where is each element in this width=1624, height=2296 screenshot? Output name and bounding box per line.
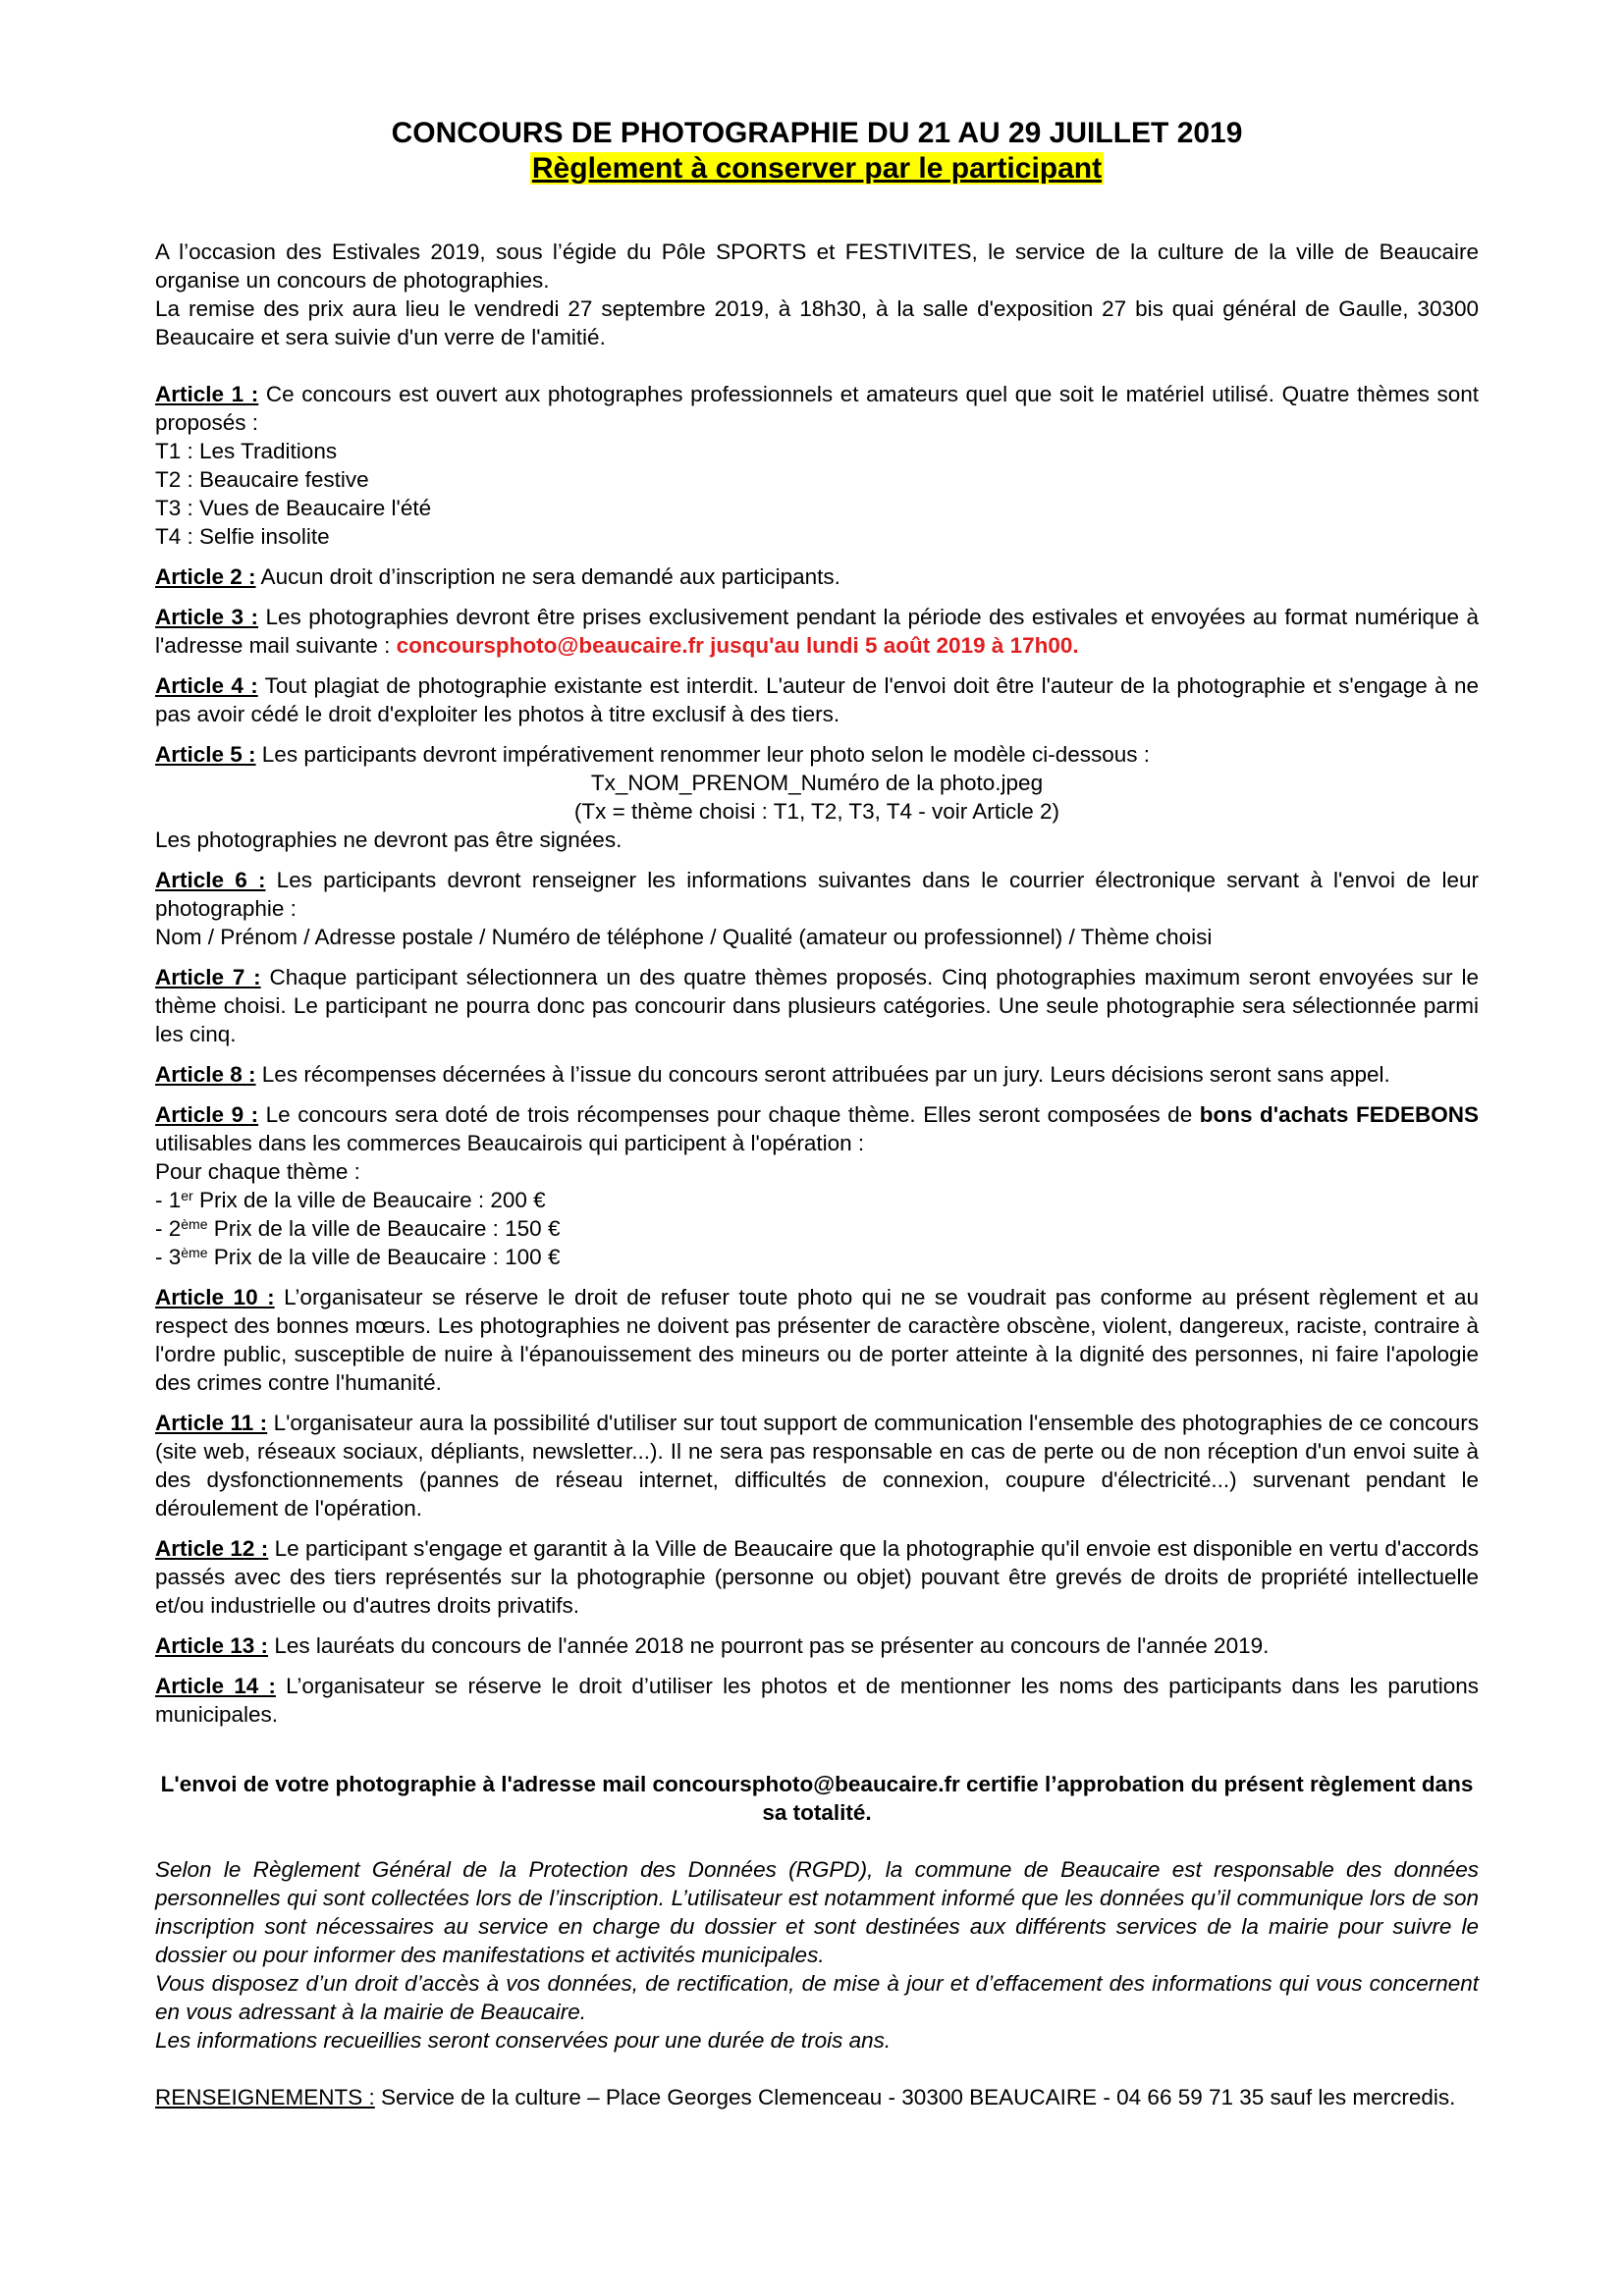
article-8-label: Article 8 : xyxy=(155,1062,256,1087)
article-4 xyxy=(155,671,1479,728)
article-9-label: Article 9 : xyxy=(155,1102,259,1127)
article-3 xyxy=(155,603,1479,660)
theme-t3: T3 : Vues de Beaucaire l'été xyxy=(155,496,432,520)
article-13-text: Les lauréats du concours de l'année 2018 ne pourront pas se présenter au concours de l'année 2019. xyxy=(268,1633,1270,1658)
article-6-label: Article 6 : xyxy=(155,868,266,892)
article-9 xyxy=(155,1100,1479,1157)
article-14 xyxy=(155,1672,1479,1729)
article-10 xyxy=(155,1283,1479,1397)
article-8-text: Les récompenses décernées à l’issue du concours seront attribuées par un jury. Leurs décisions seront sans appel. xyxy=(255,1062,1390,1087)
intro-paragraph-2: La remise des prix aura lieu le vendredi 27 septembre 2019, à 18h30, à la salle d'exposition 27 bis quai général de Gaulle, 30300 Beaucaire et sera suivie d'un verre de l'amitié. xyxy=(155,296,1479,349)
article-8 xyxy=(155,1060,1479,1089)
article-9-intro: Pour chaque thème : xyxy=(155,1159,360,1184)
prize-2-prefix: - 2 xyxy=(155,1216,182,1241)
article-11-label: Article 11 : xyxy=(155,1411,268,1435)
prize-1 xyxy=(155,1186,1479,1214)
article-3-label: Article 3 : xyxy=(155,605,259,629)
article-14-text: L’organisateur se réserve le droit d’utiliser les photos et de mentionner les noms des participants dans les parutions municipales. xyxy=(155,1674,1479,1727)
article-5 xyxy=(155,740,1479,769)
article-1 xyxy=(155,380,1479,437)
article-12-label: Article 12 : xyxy=(155,1536,269,1561)
article-4-text: Tout plagiat de photographie existante est interdit. L'auteur de l'envoi doit être l'auteur de la photographie et s'engage à ne pas avoir cédé le droit d'exploiter les photos à titre exclusif à des tiers. xyxy=(155,673,1479,726)
article-9-bold: bons d'achats FEDEBONS xyxy=(1199,1102,1479,1127)
article-7 xyxy=(155,963,1479,1048)
article-3-text: Les photographies devront être prises exclusivement pendant la période des estivales et envoyées au format numérique à l'adresse mail suivante : xyxy=(155,605,1479,658)
prize-1-prefix: - 1 xyxy=(155,1188,182,1212)
subtitle-wrapper xyxy=(155,151,1479,187)
contact-text: Service de la culture – Place Georges Clemenceau - 30300 BEAUCAIRE - 04 66 59 71 35 sauf les mercredis. xyxy=(374,2085,1456,2109)
rgpd-paragraph-3: Les informations recueillies seront conservées pour une durée de trois ans. xyxy=(155,2028,892,2053)
article-10-label: Article 10 : xyxy=(155,1285,275,1309)
article-1-text: Ce concours est ouvert aux photographes professionnels et amateurs quel que soit le matériel utilisé. Quatre thèmes sont proposés : xyxy=(155,382,1479,435)
article-7-text: Chaque participant sélectionnera un des quatre thèmes proposés. Cinq photographies maximum seront envoyées sur le thème choisi. Le participant ne pourra donc pas concourir dans plusieurs catégories. Une seule photographie sera sélectionnée parmi les cinq. xyxy=(155,965,1479,1046)
article-12-text: Le participant s'engage et garantit à la Ville de Beaucaire que la photographie qu'il envoie est disponible en vertu d'accords passés avec des tiers représentés sur la photographie (personne ou objet) pouvant être grevés de droits de propriété intellectuelle et/ou industrielle ou d'autres droits privatifs. xyxy=(155,1536,1479,1618)
article-9-text-2: utilisables dans les commerces Beaucairois qui participent à l'opération : xyxy=(155,1131,865,1155)
article-6 xyxy=(155,866,1479,923)
intro-paragraph-1: A l’occasion des Estivales 2019, sous l’égide du Pôle SPORTS et FESTIVITES, le service de la culture de la ville de Beaucaire organise un concours de photographies. xyxy=(155,240,1479,293)
document-page xyxy=(155,116,1479,2111)
article-11 xyxy=(155,1409,1479,1522)
article-6-fields: Nom / Prénom / Adresse postale / Numéro de téléphone / Qualité (amateur ou professionnel) / Thème choisi xyxy=(155,925,1213,949)
prize-2-text: Prix de la ville de Beaucaire : 150 € xyxy=(207,1216,561,1241)
article-2-text: Aucun droit d’inscription ne sera demandé aux participants. xyxy=(255,564,840,589)
article-5-text: Les participants devront impérativement renommer leur photo selon le modèle ci-dessous : xyxy=(255,742,1150,767)
prize-2-sup: ème xyxy=(181,1216,208,1232)
article-7-label: Article 7 : xyxy=(155,965,261,989)
rgpd-paragraph-1: Selon le Règlement Général de la Protection des Données (RGPD), la commune de Beaucaire est responsable des données personnelles qui sont collectées lors de l’inscription. L’utilisateur est notamment informé que les données qu’il communique lors de son inscription sont nécessaires au service en charge du dossier et sont destinées aux différents services de la mairie pour suivre le dossier ou pour informer des manifestations et activités municipales. xyxy=(155,1857,1479,1967)
article-14-label: Article 14 : xyxy=(155,1674,276,1698)
rgpd-paragraph-2: Vous disposez d’un droit d’accès à vos données, de rectification, de mise à jour et d’effacement des informations qui vous concernent en vous adressant à la mairie de Beaucaire. xyxy=(155,1971,1479,2024)
article-13 xyxy=(155,1631,1479,1660)
article-5-label: Article 5 : xyxy=(155,742,256,767)
prize-3-prefix: - 3 xyxy=(155,1245,182,1269)
prize-3-text: Prix de la ville de Beaucaire : 100 € xyxy=(207,1245,561,1269)
article-3-deadline: concoursphoto@beaucaire.fr jusqu'au lundi 5 août 2019 à 17h00. xyxy=(396,633,1079,658)
article-5-after: Les photographies ne devront pas être signées. xyxy=(155,828,623,852)
article-4-label: Article 4 : xyxy=(155,673,258,698)
contact-info xyxy=(155,2083,1479,2111)
document-subtitle: Règlement à conserver par le participant xyxy=(531,152,1103,185)
article-13-label: Article 13 : xyxy=(155,1633,269,1658)
prize-3 xyxy=(155,1243,1479,1271)
document-title: CONCOURS DE PHOTOGRAPHIE DU 21 AU 29 JUILLET 2019 xyxy=(391,117,1243,149)
article-11-text: L'organisateur aura la possibilité d'utiliser sur tout support de communication l'ensemble des photographies de ce concours (site web, réseaux sociaux, dépliants, newsletter...). Il ne sera pas responsable en cas de perte ou de non réception d'un envoi suite à des dysfonctionnements (pannes de réseau internet, difficultés de connexion, coupure d'électricité...) survenant pendant le déroulement de l'opération. xyxy=(155,1411,1479,1521)
article-5-note: (Tx = thème choisi : T1, T2, T3, T4 - voir Article 2) xyxy=(573,799,1060,824)
article-1-label: Article 1 : xyxy=(155,382,259,406)
article-5-filename-model: Tx_NOM_PRENOM_Numéro de la photo.jpeg xyxy=(590,771,1044,795)
article-9-text: Le concours sera doté de trois récompenses pour chaque thème. Elles seront composées de xyxy=(258,1102,1200,1127)
closing-statement: L'envoi de votre photographie à l'adresse mail concoursphoto@beaucaire.fr certifie l’approbation du présent règlement dans sa totalité. xyxy=(160,1772,1474,1825)
article-2 xyxy=(155,562,1479,591)
article-10-text: L’organisateur se réserve le droit de refuser toute photo qui ne se voudrait pas conforme au présent règlement et au respect des bonnes mœurs. Les photographies ne doivent pas présenter de caractère obscène, violent, dangereux, raciste, contraire à l'ordre public, susceptible de nuire à l'épanouissement des mineurs ou de porter atteinte à la dignité des personnes, ni faire l'apologie des crimes contre l'humanité. xyxy=(155,1285,1479,1395)
prize-3-sup: ème xyxy=(181,1245,208,1260)
article-2-label: Article 2 : xyxy=(155,564,256,589)
theme-t4: T4 : Selfie insolite xyxy=(155,524,330,549)
prize-1-text: Prix de la ville de Beaucaire : 200 € xyxy=(192,1188,546,1212)
theme-t2: T2 : Beaucaire festive xyxy=(155,467,369,492)
theme-t1: T1 : Les Traditions xyxy=(155,439,338,463)
article-12 xyxy=(155,1534,1479,1620)
article-6-text: Les participants devront renseigner les informations suivantes dans le courrier électronique servant à l'envoi de leur photographie : xyxy=(155,868,1479,921)
prize-1-sup: er xyxy=(181,1188,193,1203)
contact-label: RENSEIGNEMENTS : xyxy=(155,2085,375,2109)
prize-2 xyxy=(155,1214,1479,1243)
